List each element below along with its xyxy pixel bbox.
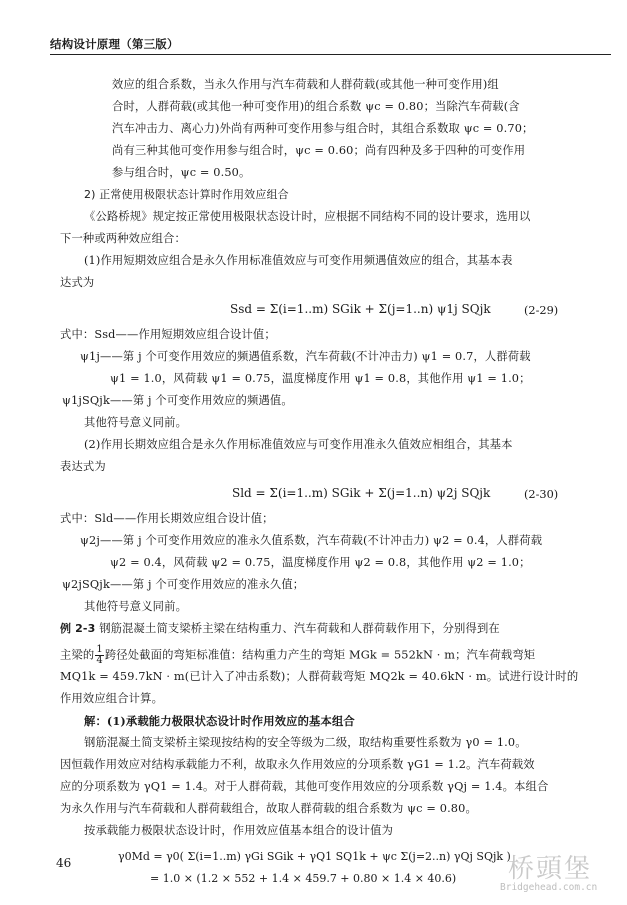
text-line: ψ2j——第 j 个可变作用效应的准永久值系数，汽车荷载(不计冲击力) ψ2 = 0.4，人群荷载: [80, 534, 543, 547]
text-line: 合时，人群荷载(或其他一种可变作用)的组合系数 ψc = 0.80；当除汽车荷载(含: [112, 100, 520, 113]
text-line: ψ1 = 1.0，风荷载 ψ1 = 0.75，温度梯度作用 ψ1 = 0.8，其他作用 ψ1 = 1.0；: [110, 372, 531, 385]
header-rule: [50, 54, 611, 55]
text-line: (2)作用长期效应组合是永久作用标准值效应与可变作用准永久值效应相组合，其基本: [84, 438, 513, 451]
text-line: 式中：Sld——作用长期效应组合设计值；: [60, 512, 274, 525]
text-line: ψ2jSQjk——第 j 个可变作用效应的准永久值；: [62, 578, 305, 591]
page-number: 46: [56, 856, 72, 870]
text-line: 尚有三种其他可变作用参与组合时，ψc = 0.60；尚有四种及多于四种的可变作用: [112, 144, 526, 157]
watermark-logo: 桥頭堡: [508, 854, 593, 884]
text-line: 参与组合时，ψc = 0.50。: [112, 166, 251, 179]
text-line: ψ1j——第 j 个可变作用效应的频遇值系数，汽车荷载(不计冲击力) ψ1 = 0.7，人群荷载: [80, 350, 531, 363]
text-line: 因恒载作用效应对结构承载能力不利，故取永久作用效应的分项系数 γG1 = 1.2。汽车荷载效: [60, 758, 535, 771]
text-line: 按承载能力极限状态设计时，作用效应值基本组合的设计值为: [84, 824, 394, 837]
example-line: [60, 622, 500, 636]
text-line: 《公路桥规》规定按正常使用极限状态设计时，应根据不同结构不同的设计要求，选用以: [84, 210, 531, 223]
text-fragment: 跨径处截面的弯矩标准值：结构重力产生的弯矩 MGk = 552kN · m；汽车荷载弯矩: [104, 648, 536, 662]
page-header-title: 结构设计原理（第三版）: [50, 37, 179, 51]
section-heading: 2) 正常使用极限状态计算时作用效应组合: [84, 188, 289, 201]
text-line: 应的分项系数为 γQ1 = 1.4。对于人群荷载，其他可变作用效应的分项系数 γQj = 1.4。本组合: [60, 780, 549, 793]
fraction-numerator: 1: [96, 644, 103, 655]
fraction-denominator: 4: [96, 655, 103, 666]
calculation-equation-1: γ0Md = γ0( Σ(i=1..m) γGi SGik + γQ1 SQ1k + ψc Σ(j=2..n) γQj SQjk ): [118, 850, 511, 863]
text-line: ψ2 = 0.4，风荷载 ψ2 = 0.75，温度梯度作用 ψ2 = 0.8，其他作用 ψ2 = 1.0；: [110, 556, 531, 569]
calculation-equation-2: = 1.0 × (1.2 × 552 + 1.4 × 459.7 + 0.80 × 1.4 × 40.6): [150, 872, 457, 885]
text-line-with-fraction: [60, 645, 535, 666]
text-line: 汽车冲击力、离心力)外尚有两种可变作用参与组合时，其组合系数取 ψc = 0.70；: [112, 122, 534, 135]
text-line: 钢筋混凝土简支梁桥主梁在结构重力、汽车荷载和人群荷载作用下，分别得到在: [99, 622, 500, 635]
fraction-one-quarter: [95, 645, 104, 666]
example-label: 例 2-3: [60, 622, 96, 635]
solution-heading: 解：(1)承载能力极限状态设计时作用效应的基本组合: [84, 714, 355, 728]
text-line: 效应的组合系数，当永久作用与汽车荷载和人群荷载(或其他一种可变作用)组: [112, 78, 499, 91]
equation-number: (2-30): [524, 488, 559, 501]
watermark-url: Bridgehead.com.cn: [500, 882, 598, 893]
text-line: ψ1jSQjk——第 j 个可变作用效应的频遇值。: [62, 394, 293, 407]
text-line: 达式为: [60, 276, 95, 289]
text-line: 表达式为: [60, 460, 106, 473]
text-line: 式中：Ssd——作用短期效应组合设计值；: [60, 328, 276, 341]
text-line: (1)作用短期效应组合是永久作用标准值效应与可变作用频遇值效应的组合，其基本表: [84, 254, 513, 267]
text-line: 为永久作用与汽车荷载和人群荷载组合，故取人群荷载的组合系数为 ψc = 0.80。: [60, 802, 477, 815]
equation-number: (2-29): [524, 304, 559, 317]
equation-2-29: Ssd = Σ(i=1..m) SGik + Σ(j=1..n) ψ1j SQjk: [230, 302, 491, 316]
text-line: 钢筋混凝土简支梁桥主梁现按结构的安全等级为二级，取结构重要性系数为 γ0 = 1.0。: [84, 736, 527, 749]
text-line: 作用效应组合计算。: [60, 692, 164, 705]
text-line: 其他符号意义同前。: [84, 416, 188, 429]
equation-2-30: Sld = Σ(i=1..m) SGik + Σ(j=1..n) ψ2j SQjk: [232, 486, 491, 500]
text-line: 下一种或两种效应组合：: [60, 232, 186, 245]
text-line: 其他符号意义同前。: [84, 600, 188, 613]
text-line: MQ1k = 459.7kN · m(已计入了冲击系数)；人群荷载弯矩 MQ2k = 40.6kN · m。试进行设计时的: [60, 670, 579, 683]
text-fragment: 主梁的: [60, 648, 95, 662]
